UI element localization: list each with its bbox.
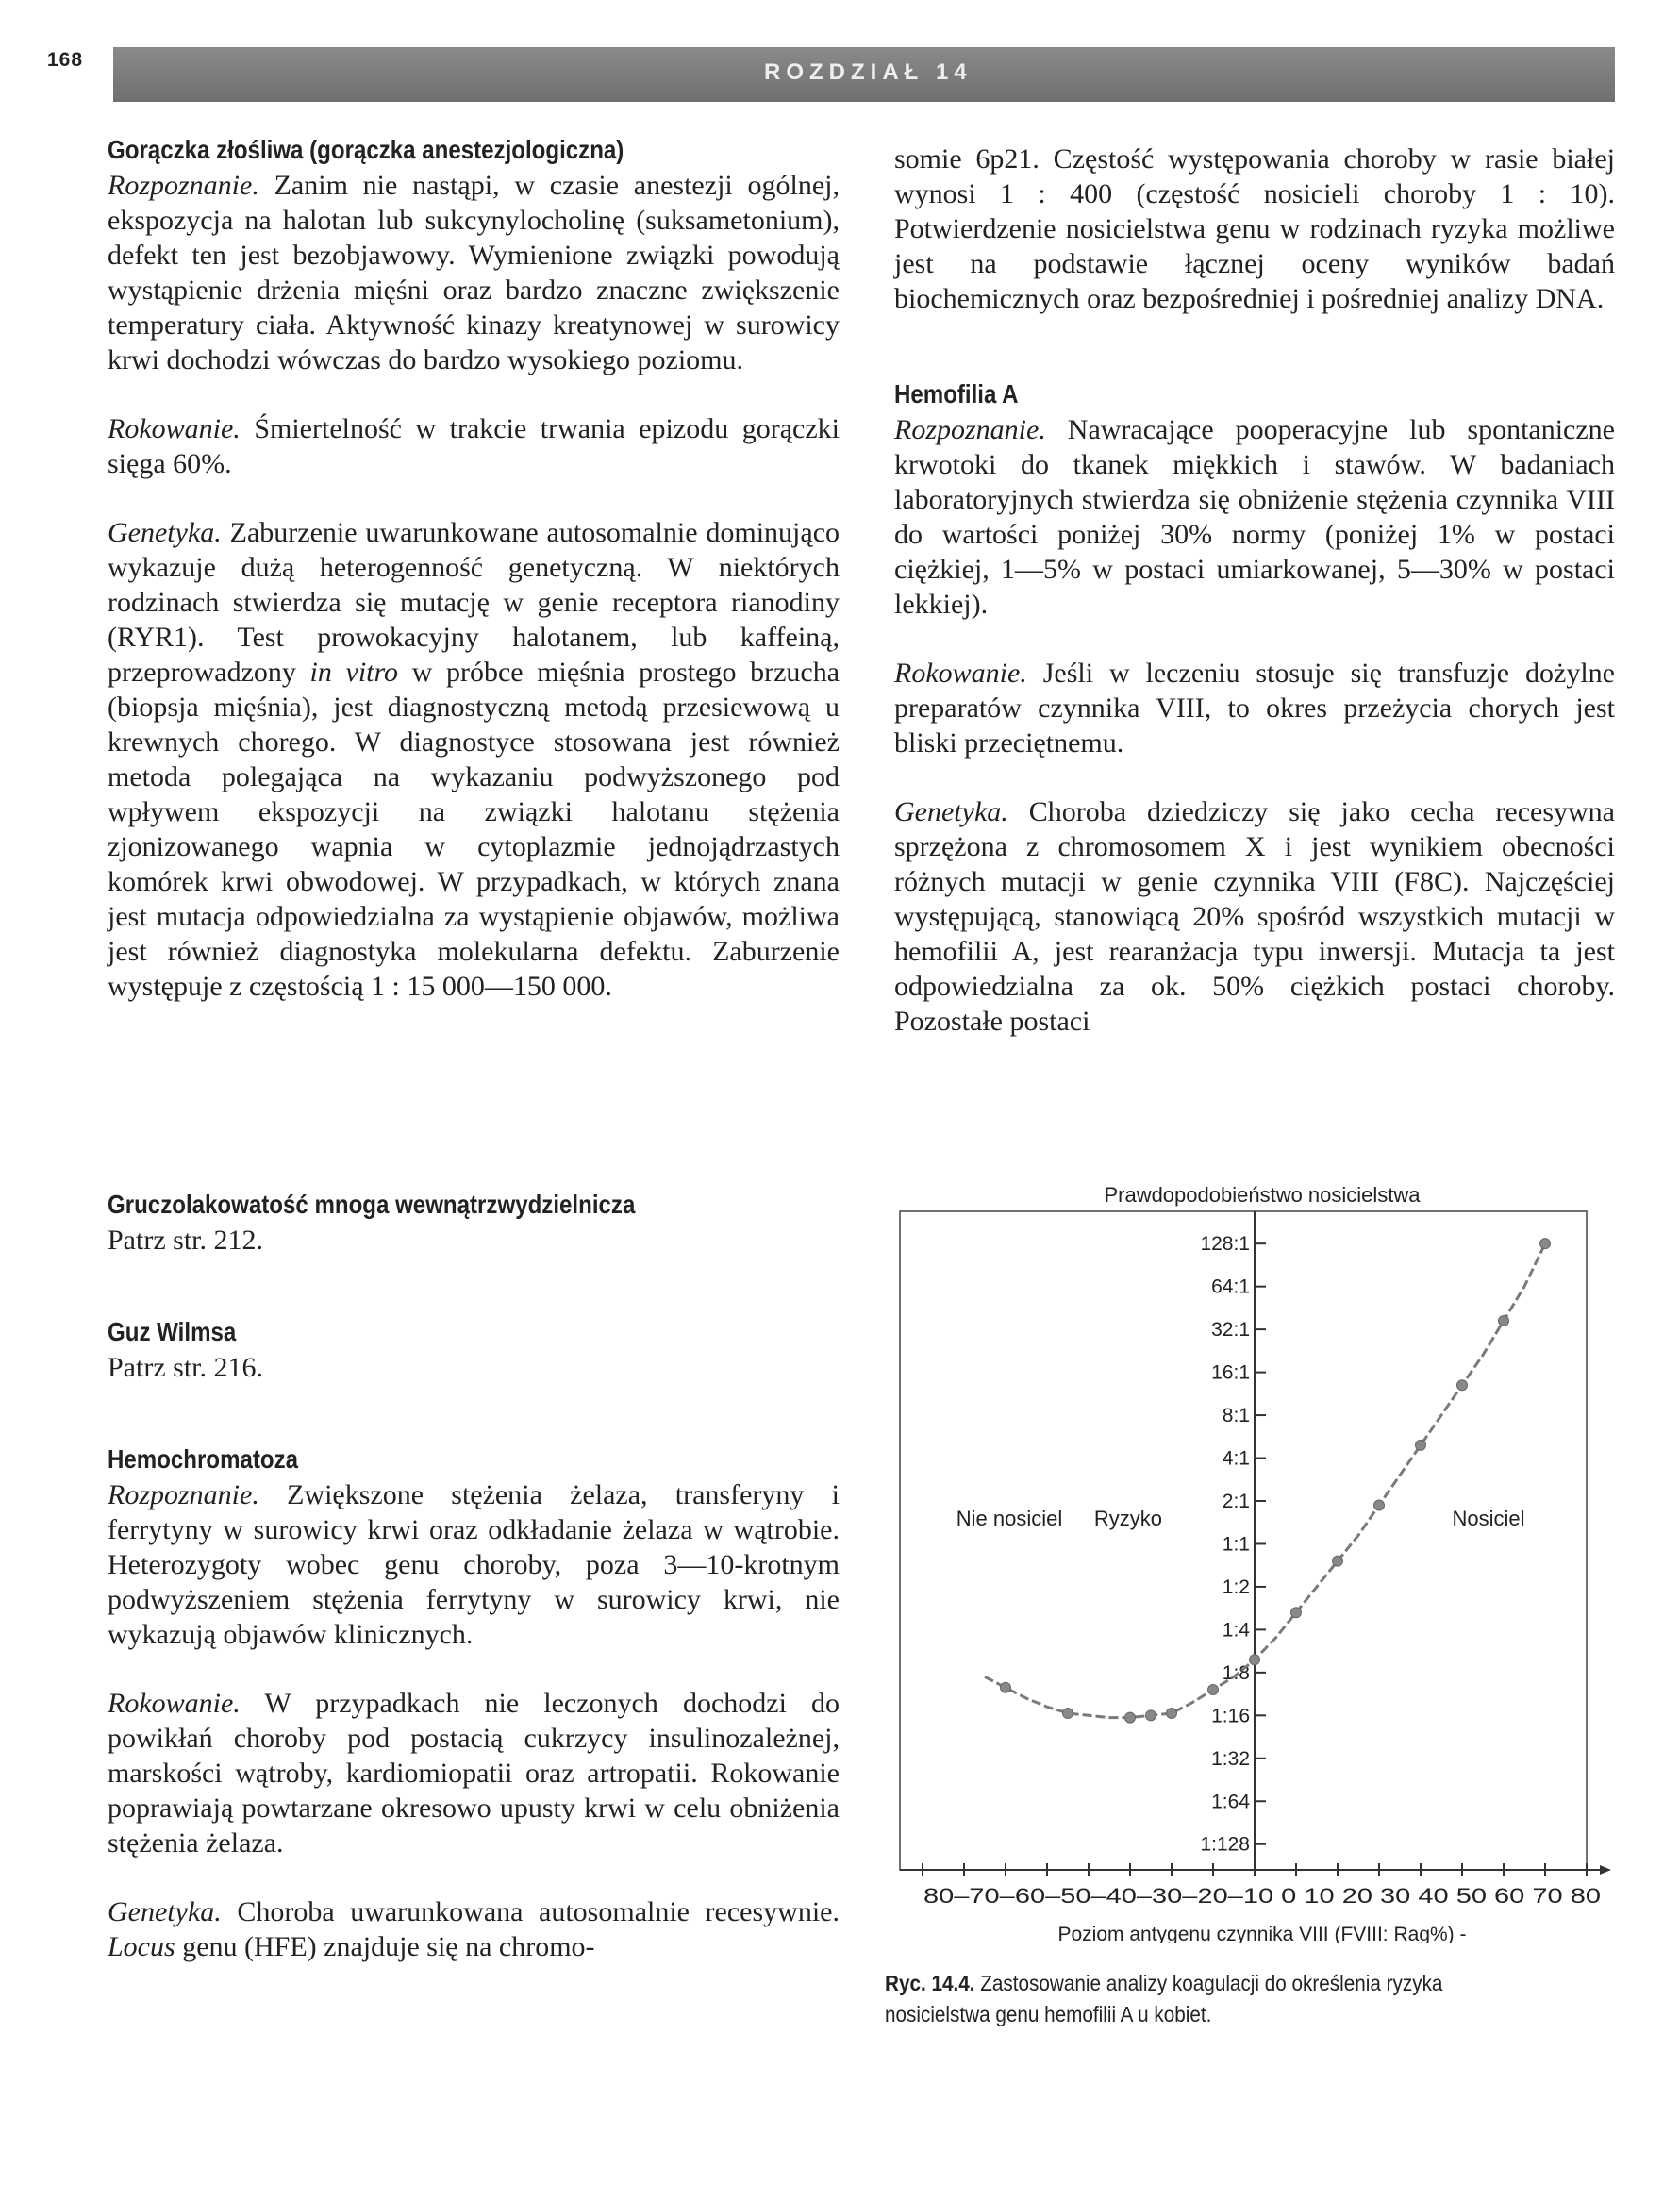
y-tick-label: 16:1 — [1211, 1361, 1250, 1384]
hemochrom-gen-text-2: genu (HFE) znajduje się na chromo- — [182, 1931, 595, 1962]
left-column-top — [108, 132, 840, 1004]
y-tick-label: 8:1 — [1222, 1405, 1250, 1427]
data-point — [1416, 1440, 1426, 1450]
data-point — [1540, 1239, 1551, 1249]
y-tick-label: 1:32 — [1211, 1747, 1250, 1770]
fever-diag-text: Zanim nie nastąpi, w czasie anestezji ogólnej, ekspozycja na halotan lub sukcynylocholinę (suksametonium), defekt ten jest bezobjawowy. Wymienione związki powodują wystąpienie drżenia mięśni oraz bardzo znaczne zwiększenie temperatury ciała. Aktywność kinazy kreatynowej w surowicy krwi dochodzi wówczas do bardzo wysokiego poziomu. — [108, 170, 840, 375]
hemochrom-diag-label: Rozpoznanie. — [108, 1479, 259, 1510]
caption-text: Zastosowanie analizy koagulacji do określenia ryzyka nosicielstwa genu hemofilii A u kobiet. — [885, 1971, 1443, 2026]
y-tick-label: 128:1 — [1200, 1233, 1250, 1256]
caption-label: Ryc. 14.4. — [885, 1971, 975, 1995]
hemochrom-genetics — [108, 1894, 840, 1964]
left-column-bottom — [108, 1187, 840, 1964]
region-label-noncarrier: Nie nosiciel — [956, 1507, 1063, 1530]
hemophilia-diag-text: Nawracające pooperacyjne lub spontaniczne krwotoki do tkanek miękkich i stawów. W badaniach laboratoryjnych stwierdza się obniżenie stężenia czynnika VIII do wartości poniżej 30% normy (poniżej 1% w postaci ciężkiej, 1—5% w postaci umiarkowanej, 5—30% w postaci lekkiej). — [894, 414, 1615, 620]
data-point — [1374, 1500, 1385, 1510]
y-tick-label: 4:1 — [1222, 1447, 1250, 1470]
hemophilia-prog-text: Jeśli w leczeniu stosuje się transfuzje dożylne preparatów czynnika VIII, to okres przeżycia chorych jest bliski przeciętnemu. — [894, 658, 1615, 759]
chapter-header — [113, 47, 1615, 102]
fever-gen-text-1: Zaburzenie uwarunkowane autosomalnie dominująco wykazuje dużą heterogenność genetyczną. W niektórych rodzinach stwierdza się mutację w genie receptora rianodiny (RYR1). Test prowokacyjny halotanem, lub kaffeiną, przeprowadzony — [108, 517, 840, 688]
y-tick-label: 1:128 — [1200, 1833, 1250, 1856]
carrier-probability-chart — [877, 1175, 1622, 1943]
y-tick-label: 1:2 — [1222, 1576, 1250, 1598]
fever-gen-in-vitro: in vitro — [309, 657, 399, 688]
hemophilia-genetics — [894, 794, 1615, 1039]
fever-prog-label: Rokowanie. — [108, 413, 241, 444]
figure-caption — [885, 1968, 1539, 2030]
hemophilia-diag-label: Rozpoznanie. — [894, 414, 1046, 445]
fever-prognosis — [108, 411, 840, 481]
hemophilia-gen-text: Choroba dziedziczy się jako cecha recesywna sprzężona z chromosomem X i jest wynikiem obecności różnych mutacji w genie czynnika VIII (F8C). Najczęściej występującą, stanowiącą 20% spośród wszystkich mutacji w hemofilii A, jest rearanżacja typu inwersji. Mutacja ta jest odpowiedzialna za ok. 50% ciężkich postaci choroby. Pozostałe postaci — [894, 796, 1615, 1037]
hemophilia-prognosis — [894, 656, 1615, 760]
y-tick-label: 1:16 — [1211, 1705, 1250, 1727]
fever-gen-text-2: w próbce mięśnia prostego brzucha (biopsja mięśnia), jest diagnostyczną metodą przesiewową u krewnych chorego. W diagnostyce stosowana jest również metoda polegająca na wykazaniu podwyższonego pod wpływem ekspozycji na związki halotanu stężenia zjonizowanego wapnia w cytoplazmie jednojądrzastych komórek krwi obwodowej. W przypadkach, w których znana jest mutacja odpowiedzialna za wystąpienie objawów, możliwa jest również diagnostyka molekularna defektu. Zaburzenie występuje z częstością 1 : 15 000—150 000. — [108, 657, 840, 1002]
hemophilia-prog-label: Rokowanie. — [894, 658, 1027, 689]
data-point — [1499, 1316, 1509, 1326]
carrier-odds-line — [985, 1243, 1545, 1717]
wilms-ref: Patrz str. 216. — [108, 1352, 263, 1383]
fever-diag-label: Rozpoznanie. — [108, 170, 259, 201]
y-tick-label: 1:64 — [1211, 1791, 1250, 1813]
hemophilia-diagnosis — [894, 412, 1615, 622]
x-axis-arrow — [1600, 1865, 1611, 1875]
fever-diagnosis — [108, 168, 840, 377]
hemochrom-prog-text: W przypadkach nie leczonych dochodzi do powikłań choroby pod postacią cukrzycy insulinozależnej, marskości wątroby, kardiomiopatii oraz artropatii. Rokowanie poprawiają powtarzane okresowo upusty krwi w celu obniżenia stężenia żelaza. — [108, 1688, 840, 1859]
section-title-men: Gruczolakowatość mnoga wewnątrzwydzielnicza — [108, 1190, 636, 1219]
y-tick-label: 1:8 — [1222, 1661, 1250, 1684]
fever-gen-label: Genetyka. — [108, 517, 222, 548]
region-label-risk: Ryzyko — [1093, 1507, 1162, 1530]
y-tick-label: 2:1 — [1222, 1490, 1250, 1512]
section-title-hemophilia: Hemofilia A — [894, 379, 1019, 409]
chart-title: Prawdopodobieństwo nosicielstwa — [1104, 1183, 1421, 1207]
hemochrom-diagnosis — [108, 1477, 840, 1652]
data-point — [1001, 1682, 1011, 1692]
hemochrom-prog-label: Rokowanie. — [108, 1688, 241, 1719]
hemochrom-continued: somie 6p21. Częstość występowania choroby w rasie białej wynosi 1 : 400 (częstość nosicieli choroby 1 : 10). Potwierdzenie nosicielstwa genu w rodzinach ryzyka możliwe jest na podstawie łącznej oceny wyników badań biochemicznych oraz bezpośredniej i pośredniej analizy DNA. — [894, 143, 1615, 314]
y-tick-label: 1:4 — [1222, 1619, 1250, 1642]
data-point — [1457, 1380, 1468, 1391]
fever-genetics — [108, 515, 840, 1004]
x-tick-labels: 80–70–60–50–40–30–20–10 0 10 20 30 40 50 60 70 80 — [923, 1884, 1601, 1908]
x-axis-label-line1: Poziom antygenu czynnika VIII (FVIII: Rag%) - — [1057, 1924, 1467, 1943]
data-point — [1146, 1710, 1156, 1721]
chapter-title: ROZDZIAŁ 14 — [764, 59, 973, 85]
hemophilia-gen-label: Genetyka. — [894, 796, 1008, 827]
men-ref: Patrz str. 212. — [108, 1225, 263, 1256]
y-tick-label: 1:1 — [1222, 1533, 1250, 1556]
section-title-fever: Gorączka złośliwa (gorączka anestezjologiczna) — [108, 135, 624, 164]
right-column — [894, 142, 1615, 1039]
section-title-wilms: Guz Wilmsa — [108, 1317, 237, 1346]
section-title-hemochromatosis: Hemochromatoza — [108, 1444, 299, 1474]
data-point — [1063, 1709, 1073, 1719]
data-point — [1167, 1709, 1177, 1719]
data-point — [1333, 1556, 1343, 1566]
data-point — [1250, 1655, 1260, 1665]
hemochrom-gen-text-1: Choroba uwarunkowana autosomalnie recesywnie. — [237, 1896, 840, 1927]
page-number: 168 — [47, 49, 84, 71]
y-tick-label: 32:1 — [1211, 1319, 1250, 1342]
data-point — [1125, 1712, 1136, 1723]
hemochrom-gen-label: Genetyka. — [108, 1896, 222, 1927]
hemochrom-gen-locus: Locus — [108, 1931, 175, 1962]
y-tick-label: 64:1 — [1211, 1276, 1250, 1298]
data-point — [1291, 1608, 1302, 1618]
data-point — [1208, 1685, 1219, 1695]
region-label-carrier: Nosiciel — [1452, 1507, 1525, 1530]
fever-prog-text: Śmiertelność w trakcie trwania epizodu gorączki sięga 60%. — [108, 413, 840, 479]
hemochrom-diag-text: Zwiększone stężenia żelaza, transferyny i ferrytyny w surowicy krwi oraz odkładanie żelaza w wątrobie. Heterozygoty wobec genu choroby, poza 3—10-krotnym podwyższeniem stężenia ferrytyny w surowicy krwi, nie wykazują objawów klinicznych. — [108, 1479, 840, 1650]
hemochrom-prognosis — [108, 1686, 840, 1860]
